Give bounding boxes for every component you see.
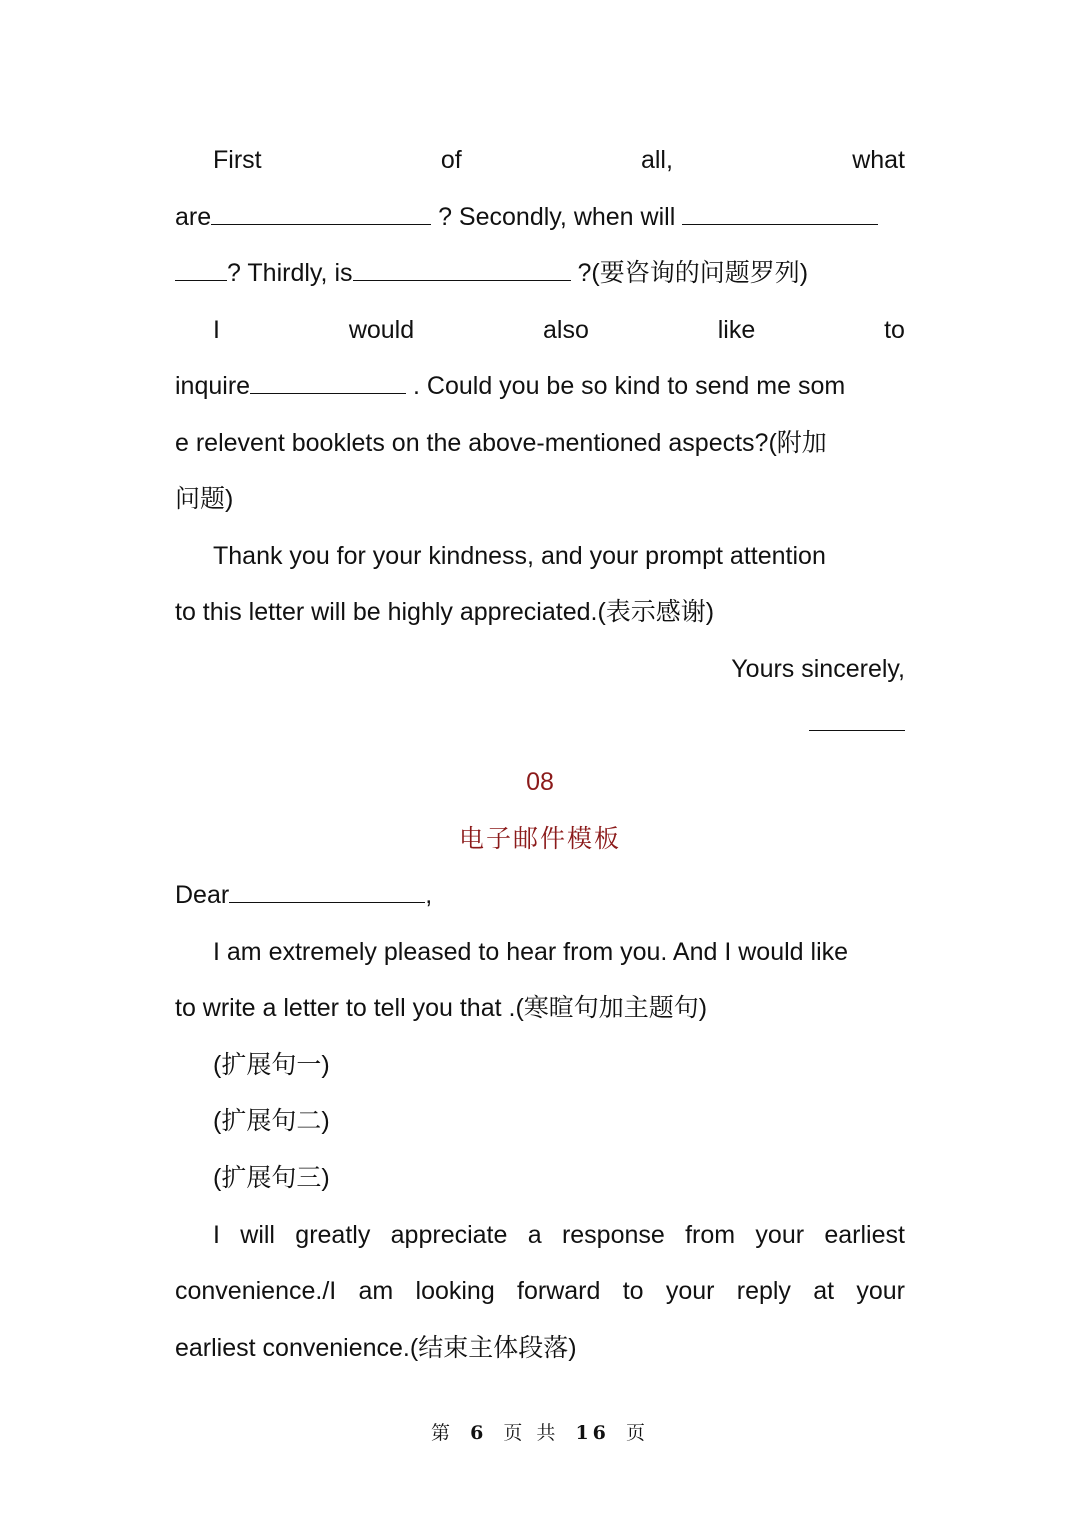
paragraph-line: to write a letter to tell you that .(寒暄句加主题句) [175,994,708,1022]
word: to [622,1277,644,1305]
paragraph-line [175,200,905,234]
fill-in-blank [229,878,425,903]
footer-text: 第 [431,1422,455,1444]
word: convenience./I [175,1277,337,1305]
fill-in-blank [175,256,227,281]
text: ?(要咨询的问题罗列) [570,259,809,287]
paragraph-line: I am extremely pleased to hear from you. And I would like [213,938,849,966]
footer-text: 页 共 [503,1422,560,1444]
section-number: 08 [526,768,554,796]
word: looking [415,1277,495,1305]
paragraph-line: e relevent booklets on the above-mentioned aspects?(附加 [175,429,827,457]
paragraph-line: Thank you for your kindness, and your prompt attention [213,542,826,570]
paragraph-line: earliest convenience.(结束主体段落) [175,1334,577,1362]
paragraph-line [175,1274,905,1308]
word: reply [736,1277,791,1305]
word: would [348,316,415,344]
word: a [527,1221,542,1249]
word: your [856,1277,905,1305]
paragraph-line: to this letter will be highly appreciated.(表示感谢) [175,598,715,626]
text: . Could you be so kind to send me som [406,372,846,400]
fill-in-blank [809,706,905,731]
extension-sentence-2: (扩展句二) [213,1107,330,1135]
word: greatly [295,1221,371,1249]
paragraph-line [175,1218,905,1252]
word: also [543,316,589,344]
page-footer [0,1418,1080,1445]
closing: Yours sincerely, [731,655,905,683]
signature-line [175,706,905,740]
word: response [561,1221,665,1249]
word: all, [640,146,673,174]
word: First [213,146,262,174]
text: ? Thirdly, is [227,259,353,287]
word: I [213,1221,220,1249]
paragraph-line [175,313,905,347]
paragraph-line [175,256,905,290]
extension-sentence-1: (扩展句一) [213,1051,330,1079]
section-title: 电子邮件模板 [458,825,621,853]
total-page-count: 16 [575,1422,610,1444]
text: Dear [175,881,230,909]
word: I [213,316,220,344]
current-page-number: 6 [470,1422,488,1444]
word: forward [517,1277,601,1305]
fill-in-blank [682,200,878,225]
word: am [358,1277,394,1305]
fill-in-blank [211,200,431,225]
word: like [717,316,756,344]
word: to [884,316,905,344]
word: from [685,1221,736,1249]
word: will [240,1221,275,1249]
word: your [755,1221,805,1249]
email-greeting [175,878,905,912]
word: your [665,1277,715,1305]
extension-sentence-3: (扩展句三) [213,1164,330,1192]
text: , [425,881,433,909]
fill-in-blank [250,369,406,394]
text: are [175,203,212,231]
footer-text: 页 [625,1422,649,1444]
text: ? Secondly, when will [431,203,683,231]
word: appreciate [390,1221,508,1249]
word: what [852,146,905,174]
word: at [813,1277,835,1305]
paragraph-line [175,369,905,403]
fill-in-blank [353,256,571,281]
word: earliest [824,1221,905,1249]
paragraph-line: 问题) [175,485,234,513]
paragraph-line [175,143,905,177]
word: of [440,146,462,174]
text: inquire [175,372,251,400]
